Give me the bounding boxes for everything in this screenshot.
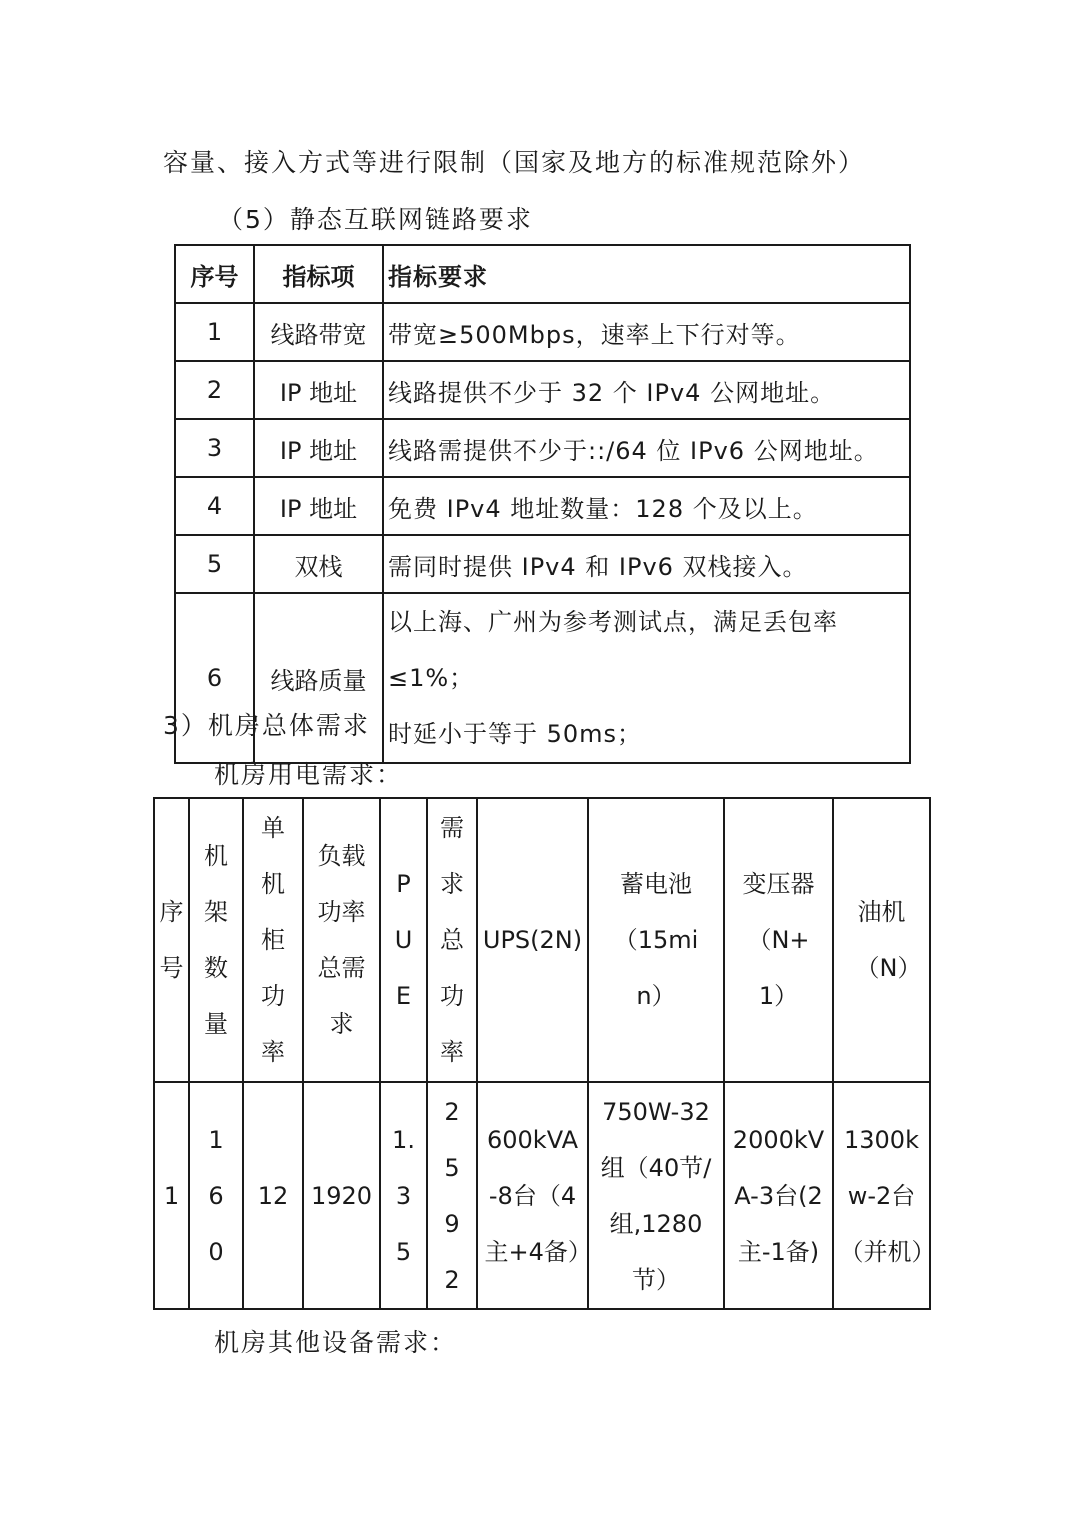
intro-line: 容量、接入方式等进行限制（国家及地方的标准规范除外）: [163, 148, 866, 177]
header-item: 指标项: [254, 245, 383, 303]
cell-transformer-text: 2000kVA-3台(2主-1备): [732, 1125, 825, 1266]
section-3-title: 3）机房总体需求: [163, 711, 370, 740]
row-req: 需同时提供 IPv4 和 IPv6 双栈接入。: [383, 535, 910, 593]
row-no: 2: [175, 361, 254, 419]
cell-generator-text: 1300kw-2台（并机）: [839, 1125, 936, 1266]
table-row: [175, 303, 910, 361]
table-row: [175, 361, 910, 419]
cell-pue: [380, 1082, 427, 1309]
cell-battery-text: 750W-32组（40节/组,1280节）: [600, 1097, 712, 1294]
cell-no: 1: [154, 1082, 189, 1309]
section-5-title: （5）静态互联网链路要求: [218, 205, 533, 234]
cell-ups: [477, 1082, 592, 1309]
row-no: 5: [175, 535, 254, 593]
other-title: 机房其他设备需求：: [214, 1328, 458, 1357]
header-transformer-text: 变压器（N+1）: [742, 870, 815, 1010]
cell-racks-text: 160: [208, 1125, 224, 1266]
header-racks-text: 机架数量: [203, 842, 228, 1038]
table-row: [175, 477, 910, 535]
cell-rack-power: 12: [243, 1082, 303, 1309]
row-item: 线路质量: [254, 593, 383, 763]
table-header-row: [175, 245, 910, 303]
header-battery-text: 蓄电池（15min）: [613, 870, 699, 1010]
row-req-line-2: 时延小于等于 50ms；: [388, 720, 643, 748]
row-item: 双栈: [254, 535, 383, 593]
row-req: 带宽≥500Mbps，速率上下行对等。: [383, 303, 910, 361]
cell-total-power: [427, 1082, 477, 1309]
header-pue-text: PUE: [394, 870, 413, 1010]
row-no: 1: [175, 303, 254, 361]
table-row: [175, 535, 910, 593]
row-item: IP 地址: [254, 419, 383, 477]
header-no-text: 序号: [159, 898, 184, 982]
row-no: 3: [175, 419, 254, 477]
cell-load-power: 1920: [303, 1082, 380, 1309]
header-battery: [588, 798, 724, 1082]
header-rack-power-text: 单机柜功率: [260, 814, 285, 1066]
header-load-power: [303, 798, 380, 1082]
row-no: 4: [175, 477, 254, 535]
row-req: 线路提供不少于 32 个 IPv4 公网地址。: [383, 361, 910, 419]
power-title: 机房用电需求：: [214, 760, 404, 789]
table-row: [175, 419, 910, 477]
row-no: 6: [175, 593, 254, 763]
cell-ups-text: 600kVA-8台（4主+4备）: [484, 1125, 592, 1266]
row-req: [383, 593, 910, 763]
header-generator-text: 油机（N）: [855, 898, 922, 982]
header-generator: [833, 798, 930, 1082]
table-row: [154, 1082, 930, 1309]
header-racks: [189, 798, 243, 1082]
cell-transformer: [724, 1082, 833, 1309]
header-total-power: [427, 798, 477, 1082]
header-no: [154, 798, 189, 1082]
row-req-line-1: 以上海、广州为参考测试点，满足丢包率≤1%；: [388, 608, 838, 692]
link-requirements-table: [174, 244, 911, 764]
cell-battery: [588, 1082, 724, 1309]
cell-pue-text: 1.35: [392, 1125, 415, 1266]
header-ups: UPS(2N): [477, 798, 588, 1082]
cell-total-power-text: 2592: [444, 1097, 460, 1294]
table-header-row: [154, 798, 930, 1082]
row-req: 线路需提供不少于::/64 位 IPv6 公网地址。: [383, 419, 910, 477]
header-load-power-text: 负载功率总需求: [317, 842, 366, 1038]
cell-generator: [833, 1082, 936, 1309]
header-total-power-text: 需求总功率: [439, 814, 464, 1066]
row-item: IP 地址: [254, 477, 383, 535]
header-rack-power: [243, 798, 303, 1082]
row-item: IP 地址: [254, 361, 383, 419]
power-requirements-table: [153, 797, 936, 1310]
header-req: 指标要求: [383, 245, 910, 303]
row-item: 线路带宽: [254, 303, 383, 361]
row-req: 免费 IPv4 地址数量：128 个及以上。: [383, 477, 910, 535]
header-transformer: [724, 798, 833, 1082]
cell-racks: [189, 1082, 243, 1309]
header-no: 序号: [175, 245, 254, 303]
header-pue: [380, 798, 427, 1082]
